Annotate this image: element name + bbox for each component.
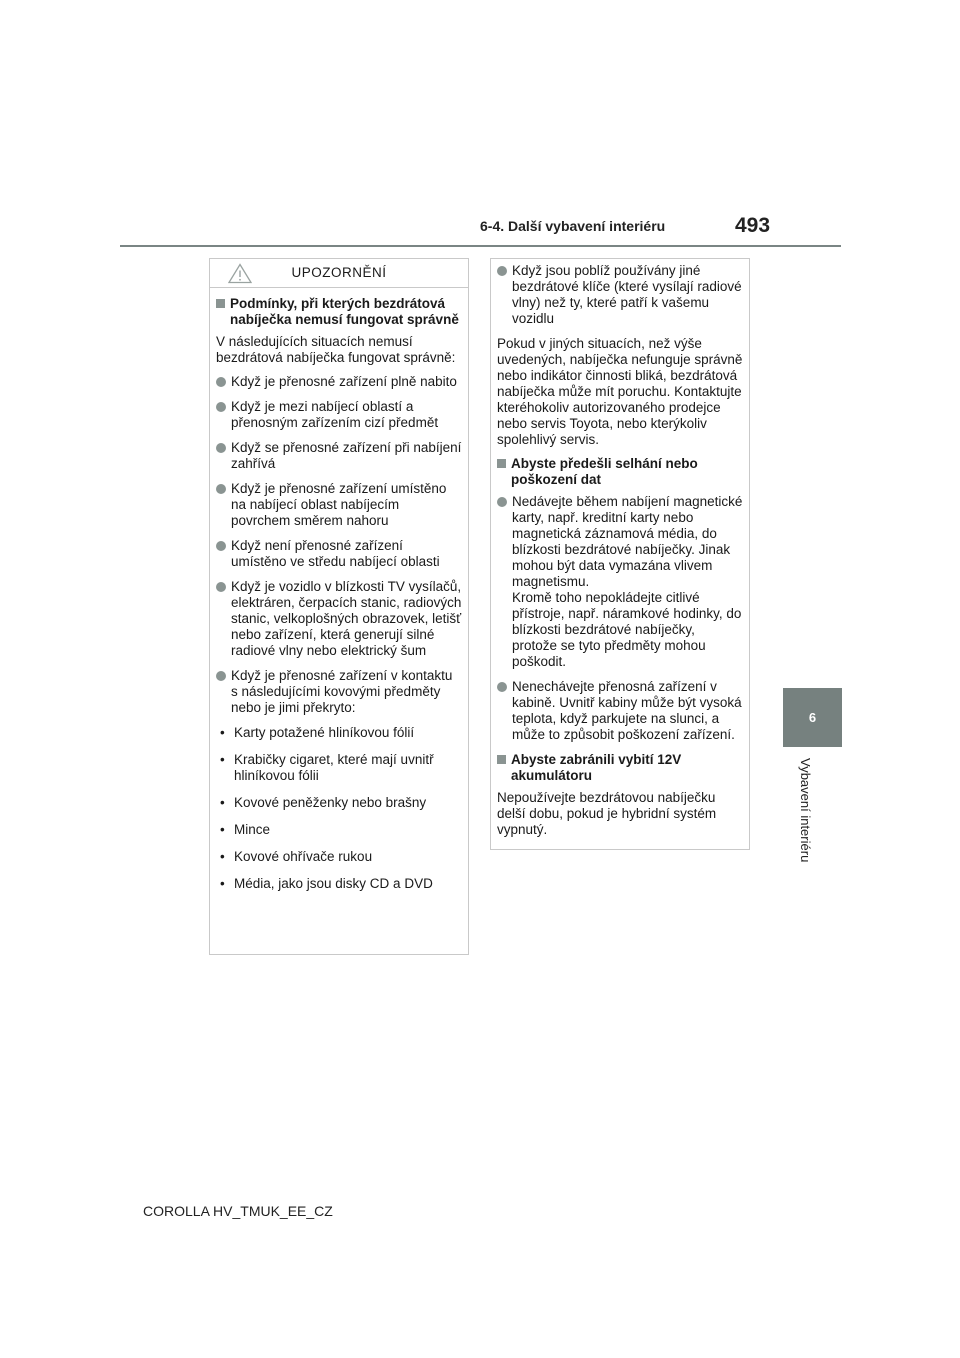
- circle-bullet-icon: [216, 443, 226, 453]
- square-bullet-icon: [497, 755, 506, 764]
- list-item-text: Nenechávejte přenosná zařízení v kabině. Uvnitř kabiny může být vysoká teplota, když parkujete na slunci, a může to způsobit poškození zařízení.: [512, 679, 742, 742]
- sub-list-item: [216, 849, 462, 865]
- heading-text: Podmínky, při kterých bezdrátová nabíječka nemusí fungovat správně: [230, 296, 459, 327]
- sub-bullet-mark: •: [220, 795, 225, 810]
- section-heading: [497, 752, 743, 784]
- list-item: [497, 494, 743, 670]
- heading-text: Abyste předešli selhání nebo poškození dat: [511, 456, 698, 487]
- list-item: [216, 374, 462, 390]
- list-item: [216, 668, 462, 716]
- list-item-text: Když jsou poblíž používány jiné bezdrátové klíče (které vysílají radiové vlny) než ty, které patří k vašemu vozidlu: [512, 263, 742, 326]
- chapter-tab[interactable]: [783, 688, 842, 747]
- list-item-text: Když je přenosné zařízení umístěno na nabíjecí oblast nabíjecím povrchem směrem nahoru: [231, 481, 447, 528]
- warning-box-continued: [490, 258, 750, 850]
- list-item: [216, 538, 462, 570]
- list-item-text: Když je mezi nabíjecí oblastí a přenosným zařízením cizí předmět: [231, 399, 439, 430]
- sub-list-item: [216, 752, 462, 784]
- sub-item-text: Kovové peněženky nebo brašny: [234, 795, 427, 810]
- list-item-text: Když není přenosné zařízení umístěno ve středu nabíjecí oblasti: [231, 538, 440, 569]
- sub-list-item: [216, 795, 462, 811]
- sub-bullet-mark: •: [220, 725, 225, 740]
- circle-bullet-icon: [497, 266, 507, 276]
- list-item-text: Když je přenosné zařízení plně nabito: [231, 374, 457, 389]
- sub-item-text: Karty potažené hliníkovou fólií: [234, 725, 415, 740]
- sub-list-item: [216, 822, 462, 838]
- list-item: [216, 399, 462, 431]
- sub-item-text: Krabičky cigaret, které mají uvnitř hliníkovou fólii: [234, 752, 434, 783]
- circle-bullet-icon: [216, 484, 226, 494]
- sub-bullet-mark: •: [220, 822, 225, 837]
- circle-bullet-icon: [216, 582, 226, 592]
- list-item-text: Když je přenosné zařízení v kontaktu s následujícími kovovými předměty nebo je jimi překryto:: [231, 668, 453, 715]
- sub-list-item: [216, 876, 462, 892]
- intro-paragraph: V následujících situacích nemusí bezdrátová nabíječka fungovat správně:: [216, 334, 456, 365]
- circle-bullet-icon: [216, 671, 226, 681]
- warning-header: [210, 259, 468, 288]
- section-heading: [497, 456, 743, 488]
- list-item: [216, 481, 462, 529]
- list-item: [497, 263, 743, 327]
- circle-bullet-icon: [216, 541, 226, 551]
- sub-item-text: Kovové ohřívače rukou: [234, 849, 373, 864]
- warning-title: UPOZORNĚNÍ: [291, 265, 387, 280]
- sub-bullet-mark: •: [220, 876, 225, 891]
- sub-bullet-mark: •: [220, 849, 225, 864]
- sub-bullet-mark: •: [220, 752, 225, 767]
- warning-triangle-icon: [228, 263, 252, 284]
- square-bullet-icon: [497, 459, 506, 468]
- circle-bullet-icon: [497, 497, 507, 507]
- list-item: [497, 679, 743, 743]
- list-item-text: Když se přenosné zařízení při nabíjení zahřívá: [231, 440, 462, 471]
- heading-text: Abyste zabránili vybití 12V akumulátoru: [511, 752, 682, 783]
- paragraph: Pokud v jiných situacích, než výše uvedených, nabíječka nefunguje správně nebo indikátor činnosti bliká, bezdrátová nabíječka může mít poruchu. Kontaktujte kteréhokoliv autorizovaného prodejce nebo servis Toyota, nebo kterýkoliv spolehlivý servis.: [497, 336, 743, 447]
- sub-list-item: [216, 725, 462, 741]
- section-title: 6-4. Další vybavení interiéru: [480, 218, 666, 234]
- list-item-text-part: Nedávejte během nabíjení magnetické karty, např. kreditní karty nebo magnetická záznamová média, do blízkosti bezdrátové nabíječky. Jinak mohou být data vymazána vlivem magnetismu.: [512, 494, 743, 589]
- list-item-text: [512, 494, 743, 670]
- sub-item-text: Mince: [234, 822, 271, 837]
- circle-bullet-icon: [497, 682, 507, 692]
- document-code: COROLLA HV_TMUK_EE_CZ: [143, 1203, 333, 1219]
- page-number: 493: [735, 214, 771, 237]
- chapter-number: 6: [808, 710, 817, 725]
- sub-item-text: Média, jako jsou disky CD a DVD: [234, 876, 433, 891]
- list-item: [216, 440, 462, 472]
- warning-box: [209, 258, 469, 955]
- list-item: [216, 579, 462, 659]
- square-bullet-icon: [216, 299, 225, 308]
- list-item-text-part: Kromě toho nepokládejte citlivé přístroje, např. náramkové hodinky, do blízkosti bezdrátové nabíječky, protože se tyto předměty mohou poškodit.: [512, 590, 742, 669]
- chapter-label: Vybavení interiéru: [798, 758, 813, 863]
- circle-bullet-icon: [216, 402, 226, 412]
- circle-bullet-icon: [216, 377, 226, 387]
- section-heading: [216, 296, 462, 328]
- header-divider: [120, 245, 841, 247]
- list-item-text: Když je vozidlo v blízkosti TV vysílačů, elektráren, čerpacích stanic, radiových stanic, velkoplošných obrazovek, letišť nebo zařízení, která generují silné radiové vlny nebo elektrický šum: [231, 579, 462, 658]
- paragraph: Nepoužívejte bezdrátovou nabíječku delší dobu, pokud je hybridní systém vypnutý.: [497, 790, 717, 837]
